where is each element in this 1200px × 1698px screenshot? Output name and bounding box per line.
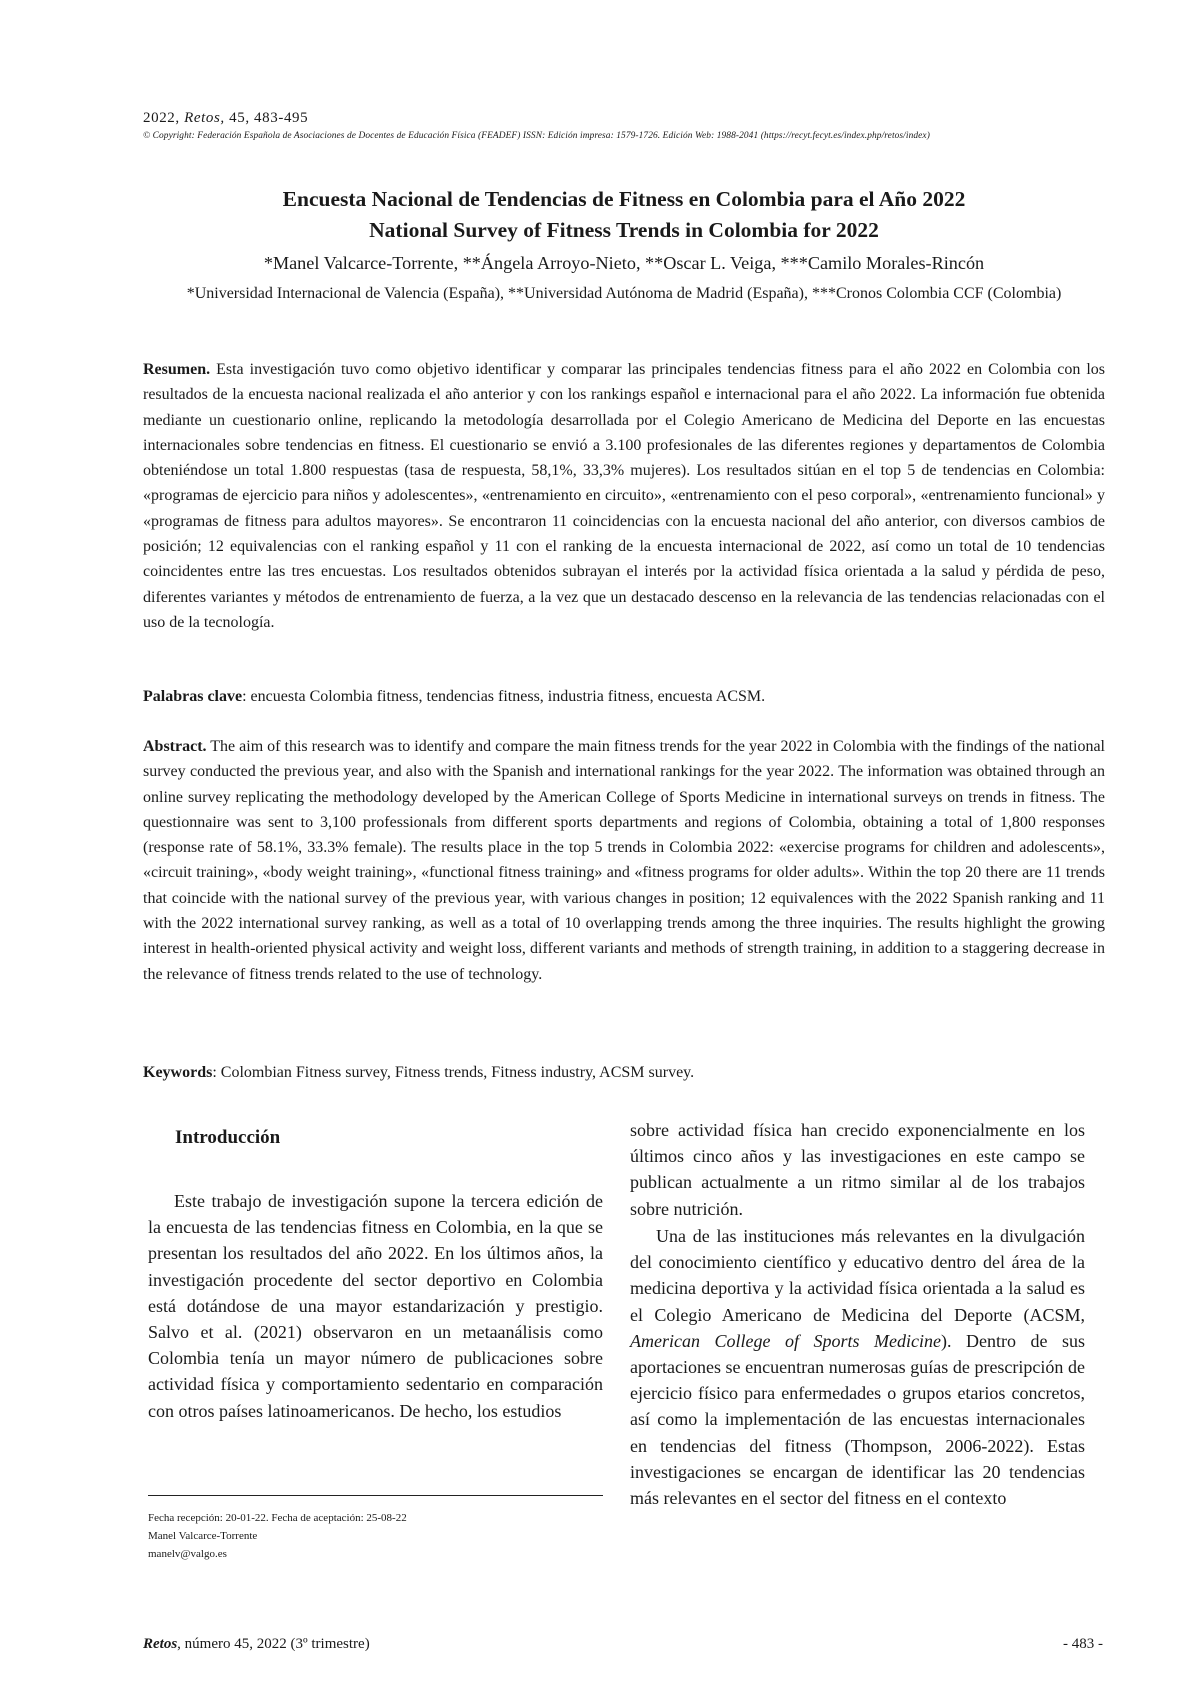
journal-name: Retos, — [184, 110, 225, 126]
page-number: - 483 - — [1063, 1636, 1103, 1652]
abstract-label: Abstract. — [143, 738, 207, 755]
authors: *Manel Valcarce-Torrente, **Ángela Arroyo-Nieto, **Oscar L. Veiga, ***Camilo Morales-Rincón — [263, 253, 985, 273]
footnote-dates: Fecha recepción: 20-01-22. Fecha de aceptación: 25-08-22 — [148, 1512, 407, 1524]
affiliations: *Universidad Internacional de Valencia (España), **Universidad Autónoma de Madrid (España), ***Cronos Colombia CCF (Colombia) — [186, 285, 1062, 302]
resumen-label: Resumen. — [143, 361, 211, 378]
abstract-paragraph: Abstract. The aim of this research was to identify and compare the main fitness trends for the year 2022 in Colombia with the findings of the national survey conducted the previous year, and also with the Spanish and international rankings for the year 2022. The information was obtained through an online survey replicating the methodology developed by the American College of Sports Medicine in international surveys on trends in fitness. The questionnaire was sent to 3,100 professionals from different sports departments and regions of Colombia, obtaining a total of 1,800 responses (response rate of 58.1%, 33.3% female). The results place in the top 5 trends in Colombia 2022: «exercise programs for children and adolescents», «circuit training», «body weight training», «functional fitness training» and «fitness programs for older adults». Within the top 20 there are 11 trends that coincide with the national survey of the previous year, with various changes in position; 12 equivalences with the 2022 Spanish ranking and 11 with the 2022 international survey ranking, as well as a total of 10 overlapping trends among the three inquiries. The results highlight the growing interest in health-oriented physical activity and weight loss, different variants and methods of strength training, in addition to a staggering decrease in the relevance of fitness trends related to the use of technology. — [143, 738, 1105, 983]
footnote-author: Manel Valcarce-Torrente — [148, 1530, 258, 1542]
intro-right-paragraph-2: Una de las instituciones más relevantes en la divulgación del conocimiento científico y educativo dentro del área de la medicina deportiva y la actividad física orientada a la salud es el Colegio Americano de Medicina del Deporte (ACSM, American College of Sports Medicine). Dentro de sus aportaciones se encuentran numerosas guías de prescripción de ejercicio físico para enfermedades o grupos etarios concretos, así como la implementación de las encuestas internacionales en tendencias del fitness (Thompson, 2006-2022). Estas investigaciones se encargan de identificar las 20 tendencias más relevantes en el sector del fitness en el contexto — [630, 1226, 1085, 1509]
title-english: National Survey of Fitness Trends in Colombia for 2022 — [369, 218, 879, 242]
page-footer-journal: Retos, número 45, 2022 (3º trimestre) — [143, 1636, 370, 1652]
section-heading-introduccion: Introducción — [175, 1127, 281, 1148]
keywords: Keywords: Colombian Fitness survey, Fitness trends, Fitness industry, ACSM survey. — [143, 1064, 695, 1081]
intro-right-paragraph-1: sobre actividad física han crecido exponencialmente en los últimos cinco años y las investigaciones en este campo se publican actualmente a un ritmo similar al de los trabajos sobre nutrición. — [630, 1120, 1085, 1219]
footnote-divider — [148, 1495, 603, 1496]
palabras-clave: Palabras clave: encuesta Colombia fitness, tendencias fitness, industria fitness, encuesta ACSM. — [143, 688, 766, 705]
journal-header: 2022, Retos, 45, 483-495 — [143, 110, 309, 126]
intro-left-paragraph: Este trabajo de investigación supone la tercera edición de la encuesta de las tendencias fitness en Colombia, en la que se presentan los resultados del año 2022. En los últimos años, la investigación procedente del sector deportivo en Colombia está dotándose de una mayor estandarización y prestigio. Salvo et al. (2021) observaron en un metaanálisis como Colombia tenía un mayor número de publicaciones sobre actividad física y comportamiento sedentario en comparación con otros países latinoamericanos. De hecho, los estudios — [148, 1191, 603, 1421]
keywords-label: Keywords — [143, 1064, 213, 1081]
footnote-email: manelv@valgo.es — [148, 1548, 227, 1560]
acsm-italic: American College of Sports Medicine — [630, 1330, 941, 1351]
footer-journal-name: Retos — [143, 1636, 178, 1652]
copyright-line: © Copyright: Federación Española de Asociaciones de Docentes de Educación Física (FEADEF) ISSN: Edición impresa: 1579-1726. Edición Web: 1988-2041 (https://recyt.fecyt.es/index.php/retos/index) — [143, 131, 930, 141]
title-spanish: Encuesta Nacional de Tendencias de Fitness en Colombia para el Año 2022 — [282, 187, 966, 211]
resumen-paragraph: Resumen. Esta investigación tuvo como objetivo identificar y comparar las principales tendencias fitness para el año 2022 en Colombia con los resultados de la encuesta nacional realizada el año anterior y con los rankings español e internacional para el año 2022. La información fue obtenida mediante un cuestionario online, replicando la metodología desarrollada por el Colegio Americano de Medicina del Deporte en las encuestas internacionales sobre tendencias en fitness. El cuestionario se envió a 3.100 profesionales de las diferentes regiones y departamentos de Colombia obteniéndose un total 1.800 respuestas (tasa de respuesta, 58,1%, 33,3% mujeres). Los resultados sitúan en el top 5 de tendencias en Colombia: «programas de ejercicio para niños y adolescentes», «entrenamiento en circuito», «entrenamiento con el peso corporal», «entrenamiento funcional» y «programas de fitness para adultos mayores». Se encontraron 11 coincidencias con la encuesta nacional del año anterior, con diversos cambios de posición; 12 equivalencias con el ranking español y 11 con el ranking de la encuesta internacional de 2022, así como un total de 10 tendencias coincidentes entre las tres encuestas. Los resultados obtenidos subrayan el interés por la actividad física orientada a la salud y pérdida de peso, diferentes variantes y métodos de entrenamiento de fuerza, a la vez que un destacado descenso en la relevancia de las tendencias relacionadas con el uso de la tecnología. — [143, 361, 1105, 631]
palabras-clave-label: Palabras clave — [143, 688, 243, 705]
